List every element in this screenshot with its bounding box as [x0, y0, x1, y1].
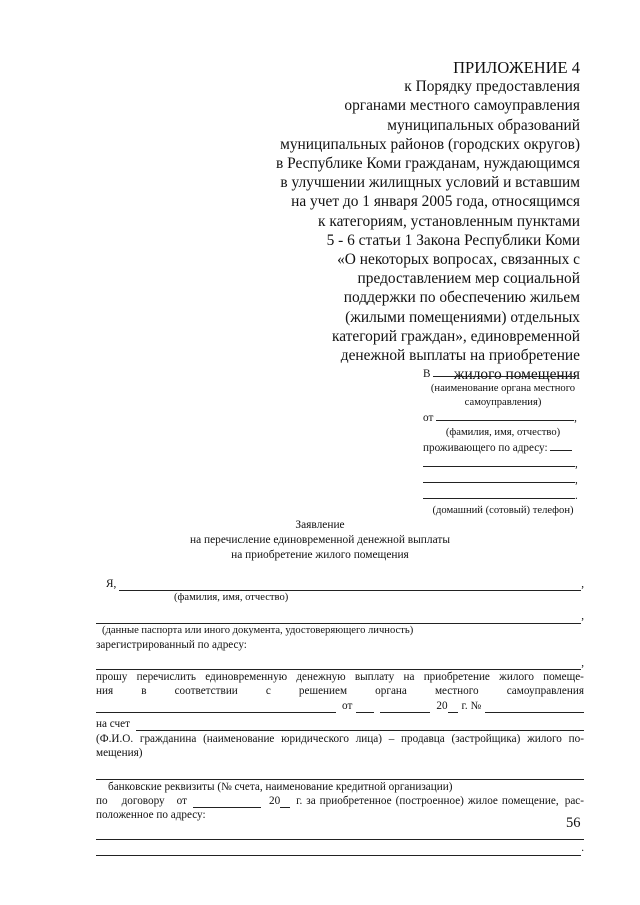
- account-field[interactable]: [136, 718, 584, 731]
- appendix-line: на учет до 1 января 2005 года, относящимся: [291, 193, 580, 211]
- word: лица): [355, 733, 382, 746]
- decision-day-field[interactable]: [356, 702, 374, 713]
- word: жилого: [527, 733, 562, 746]
- appendix-line: муниципальных районов (городских округов): [280, 135, 580, 153]
- i-prefix: Я,: [106, 578, 117, 590]
- word: (Ф.И.О.: [96, 733, 134, 746]
- statement-subtitle: на перечисление единовременной денежной выплаты: [190, 534, 450, 547]
- period: .: [575, 490, 578, 502]
- address-field[interactable]: [550, 440, 572, 451]
- word: приобретение: [423, 671, 490, 684]
- word: (наименование: [203, 733, 275, 746]
- bank-caption: банковские реквизиты (№ счета, наименование кредитной организации): [108, 780, 453, 793]
- word: местного: [434, 685, 479, 698]
- applicant-name-field[interactable]: [436, 410, 574, 421]
- request-line: [96, 670, 584, 684]
- registration-address-field[interactable]: [96, 659, 581, 670]
- word: денежную: [296, 671, 346, 684]
- year-label: 20: [436, 699, 448, 712]
- word: единовременную: [205, 671, 288, 684]
- appendix-line: к Порядку предоставления: [404, 78, 580, 96]
- appendix-line: жилого помещения: [453, 366, 580, 384]
- statement-body: [96, 577, 584, 856]
- word: (застройщика): [451, 733, 521, 746]
- word: (построенное): [395, 794, 464, 807]
- contract-date-field[interactable]: [193, 797, 261, 808]
- appendix-line: муниципальных образований: [387, 116, 580, 134]
- word: помещение,: [501, 794, 559, 807]
- organ-caption: (наименование органа местного: [430, 383, 576, 394]
- appendix-line: в Республике Коми гражданам, нуждающимся: [275, 155, 580, 173]
- word: органа: [375, 685, 407, 698]
- word: от: [176, 794, 187, 807]
- appendix-line: в улучшении жилищных условий и вставшим: [280, 174, 580, 192]
- word: 20: [268, 794, 281, 807]
- comma: ,: [575, 474, 578, 486]
- comma: ,: [581, 610, 584, 623]
- decision-field[interactable]: [96, 702, 336, 713]
- statement-subtitle-2: на приобретение жилого помещения: [231, 549, 409, 562]
- word: приобретенное: [319, 794, 392, 807]
- appendix-line: органами местного самоуправления: [344, 97, 580, 115]
- residing-label: проживающего по адресу:: [423, 442, 548, 454]
- accordance-line: [96, 684, 584, 698]
- word: помеще-: [543, 671, 584, 684]
- to-prefix: В: [423, 368, 431, 380]
- appendix-line: категорий граждан», единовременной: [331, 327, 580, 345]
- word: на: [403, 671, 415, 684]
- fio-caption-body: (фамилия, имя, отчество): [174, 592, 289, 604]
- decision-month-field[interactable]: [380, 702, 430, 713]
- passport-caption: (данные паспорта или иного документа, удостоверяющего личность): [102, 624, 414, 636]
- word: выплату: [354, 671, 395, 684]
- word: –: [388, 733, 395, 746]
- word: самоуправления: [506, 685, 584, 698]
- word: перечислить: [136, 671, 196, 684]
- comma: ,: [574, 412, 577, 424]
- statement-title: Заявление: [295, 519, 345, 531]
- word: по: [96, 794, 108, 807]
- bank-details-field[interactable]: [96, 767, 584, 780]
- date-from-label: от: [342, 699, 353, 712]
- word: в: [141, 685, 147, 698]
- word: продавца: [401, 733, 445, 746]
- appendix-line: (жилыми помещениями) отдельных: [345, 308, 580, 326]
- organ-caption-2: самоуправления): [464, 397, 542, 408]
- from-prefix: от: [423, 412, 434, 424]
- decision-year-field[interactable]: [448, 702, 458, 713]
- page-number: 56: [566, 815, 581, 831]
- appendix-line: к категориям, установленным пунктами: [318, 212, 580, 230]
- statement-title-block: [0, 518, 640, 564]
- word: ния: [96, 685, 114, 698]
- located-label: положенное по адресу:: [96, 809, 206, 822]
- contract-line: [96, 794, 584, 808]
- phone-field[interactable]: [423, 488, 575, 499]
- number-label: г. №: [461, 699, 482, 712]
- seller-end: мещения): [96, 747, 143, 760]
- word: жилое: [467, 794, 498, 807]
- word: за: [306, 794, 316, 807]
- appendix-line: «О некоторых вопросах, связанных с: [337, 251, 580, 269]
- property-address-field-2[interactable]: [96, 845, 581, 856]
- organ-name-field[interactable]: [433, 366, 575, 377]
- address-field-3[interactable]: [423, 472, 575, 483]
- word: рас-: [564, 794, 584, 807]
- word: договору: [121, 794, 165, 807]
- word: юридического: [281, 733, 349, 746]
- word: гражданина: [139, 733, 197, 746]
- fio-caption: (фамилия, имя, отчество): [445, 427, 561, 438]
- appendix-header: [250, 58, 580, 384]
- period: .: [581, 842, 584, 855]
- appendix-line: поддержки по обеспечению жильем: [343, 289, 580, 307]
- addressee-block: [423, 366, 583, 518]
- comma: ,: [575, 458, 578, 470]
- appendix-line: предоставлением мер социальной: [357, 270, 580, 288]
- phone-caption: (домашний (сотовый) телефон): [432, 505, 574, 516]
- comma: ,: [581, 656, 584, 669]
- word: с: [265, 685, 271, 698]
- passport-field[interactable]: [96, 613, 581, 624]
- comma: ,: [581, 578, 584, 590]
- appendix-line: 5 - 6 статьи 1 Закона Республики Коми: [326, 231, 580, 249]
- word: жилого: [499, 671, 534, 684]
- word: г.: [296, 794, 303, 807]
- word: решением: [298, 685, 348, 698]
- word: прошу: [96, 671, 128, 684]
- word: соответствии: [174, 685, 238, 698]
- registered-label: зарегистрированный по адресу:: [96, 638, 247, 651]
- appendix-title: ПРИЛОЖЕНИЕ 4: [453, 58, 580, 77]
- word: по-: [568, 733, 584, 746]
- to-account-label: на счет: [96, 717, 130, 730]
- address-field-2[interactable]: [423, 456, 575, 467]
- property-address-field[interactable]: [96, 827, 584, 840]
- decision-number-field[interactable]: [485, 702, 584, 713]
- appendix-line: денежной выплаты на приобретение: [340, 347, 580, 365]
- contract-year-field[interactable]: [280, 797, 290, 808]
- full-name-field[interactable]: [119, 580, 581, 591]
- seller-line: [96, 732, 584, 746]
